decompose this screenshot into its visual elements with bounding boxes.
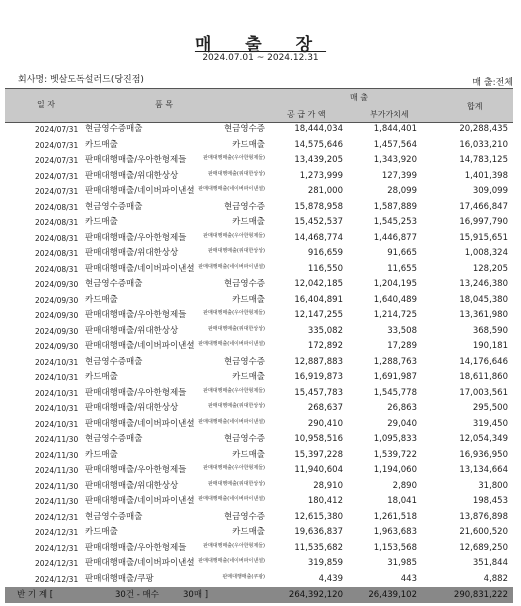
table-row [5, 494, 513, 510]
row-account: 판매대행매출(네이버파이낸셜) [198, 558, 265, 564]
row-date: 2024/12/31 [35, 543, 79, 553]
row-vat-amount: 1,343,920 [373, 155, 417, 165]
row-date: 2024/09/30 [35, 311, 79, 320]
row-item: 판매대행매출/우아한형제들 [85, 155, 187, 165]
table-row [5, 293, 513, 309]
row-vat-amount: 1,545,253 [373, 217, 417, 227]
row-date: 2024/12/31 [35, 574, 79, 584]
row-item: 카드매출 [85, 294, 118, 305]
row-supply-amount: 13,439,205 [294, 155, 343, 165]
row-date: 2024/10/31 [35, 419, 79, 429]
row-supply-amount: 15,457,783 [294, 387, 343, 398]
row-item: 판매대행매출/위대한상상 [85, 480, 179, 491]
row-supply-amount: 916,659 [307, 248, 343, 258]
row-item: 판매대행매출/네이버파이낸셜 [85, 263, 195, 274]
row-item: 현금영수증매출 [85, 434, 143, 444]
table-row [5, 246, 513, 262]
row-supply-amount: 268,637 [307, 403, 343, 413]
row-account: 판매대행매출(위대한상상) [207, 248, 265, 254]
row-item: 판매대행매출/위대한상상 [85, 248, 179, 258]
row-supply-amount: 28,910 [313, 480, 343, 491]
header-item: 품 목 [155, 100, 173, 109]
header-vat: 부가가치세 [370, 110, 409, 119]
row-supply-amount: 12,147,255 [294, 310, 343, 320]
row-account: 판매대행매출(쿠팡) [222, 573, 265, 580]
row-vat-amount: 11,655 [387, 263, 417, 274]
row-date: 2024/08/31 [35, 233, 79, 243]
header-supply: 공 급 가 액 [287, 110, 326, 119]
row-item: 판매대행매출/우아한형제들 [85, 232, 187, 243]
row-vat-amount: 1,153,568 [373, 542, 417, 553]
row-total-amount: 1,008,324 [464, 248, 508, 258]
row-date: 2024/11/30 [35, 497, 79, 506]
row-supply-amount: 14,468,774 [294, 232, 343, 243]
row-total-amount: 190,181 [472, 341, 508, 351]
footer-pages: 30매 ] [183, 590, 209, 600]
header-total: 합계 [467, 102, 483, 111]
row-account: 판매대행매출(우아한형제들) [203, 542, 265, 549]
row-date: 2024/11/30 [35, 450, 79, 460]
row-vat-amount: 1,545,778 [373, 387, 417, 398]
row-account: 판매대행매출(네이버파이낸셜) [198, 418, 265, 425]
table-row [5, 541, 513, 557]
row-item: 판매대행매출/우아한형제들 [85, 387, 187, 398]
row-total-amount: 16,033,210 [459, 139, 508, 150]
row-item: 카드매출 [85, 527, 118, 537]
row-supply-amount: 4,439 [318, 573, 343, 584]
row-total-amount: 4,882 [483, 573, 508, 584]
row-date: 2024/07/31 [35, 171, 79, 181]
row-total-amount: 17,466,847 [459, 201, 508, 212]
row-item: 카드매출 [85, 139, 118, 150]
row-date: 2024/09/30 [35, 326, 79, 336]
row-supply-amount: 18,444,034 [294, 124, 343, 134]
row-supply-amount: 290,410 [307, 418, 343, 429]
row-supply-amount: 281,000 [307, 186, 343, 196]
row-total-amount: 13,876,898 [459, 511, 508, 522]
table-row [5, 370, 513, 386]
row-account: 카드매출 [232, 139, 265, 150]
table-row [5, 277, 513, 293]
row-total-amount: 15,915,651 [459, 232, 508, 243]
row-account: 판매대행매출(네이버파이낸셜) [198, 263, 265, 270]
table-row [5, 138, 513, 154]
row-vat-amount: 1,539,722 [373, 449, 417, 460]
row-date: 2024/10/31 [35, 388, 79, 398]
row-vat-amount: 18,041 [387, 496, 417, 506]
row-date: 2024/08/31 [35, 218, 79, 227]
row-account: 현금영수증 [223, 511, 265, 522]
row-vat-amount: 1,587,889 [373, 201, 417, 212]
table-footer [5, 587, 513, 603]
row-total-amount: 16,997,790 [459, 217, 508, 227]
row-supply-amount: 15,452,537 [294, 217, 343, 227]
row-supply-amount: 116,550 [307, 263, 343, 274]
sales-scope: 매 출:전체 [472, 78, 513, 88]
row-date: 2024/11/30 [35, 466, 79, 475]
row-item: 판매대행매출/위대한상상 [85, 170, 179, 181]
row-item: 현금영수증매출 [85, 201, 143, 212]
row-supply-amount: 19,636,837 [294, 527, 343, 537]
sales-table-body [5, 122, 513, 587]
row-account: 카드매출 [232, 372, 265, 382]
row-vat-amount: 1,194,060 [373, 465, 417, 475]
row-total-amount: 309,099 [472, 186, 508, 196]
row-item: 판매대행매출/우아한형제들 [85, 465, 187, 475]
row-supply-amount: 1,273,999 [299, 170, 343, 181]
row-item: 판매대행매출/우아한형제들 [85, 310, 187, 320]
header-date: 일 자 [37, 100, 55, 109]
row-vat-amount: 1,095,833 [373, 434, 417, 444]
table-row [5, 386, 513, 402]
table-row [5, 153, 513, 169]
table-row [5, 324, 513, 340]
footer-label: 반 기 계 [ [17, 590, 54, 600]
row-total-amount: 12,054,349 [459, 434, 508, 444]
row-total-amount: 13,246,380 [459, 279, 508, 289]
row-date: 2024/11/30 [35, 435, 79, 444]
row-vat-amount: 1,963,683 [373, 527, 417, 537]
row-account: 판매대행매출(위대한상상) [207, 480, 265, 487]
row-vat-amount: 17,289 [387, 341, 417, 351]
row-supply-amount: 16,919,873 [294, 372, 343, 382]
row-account: 현금영수증 [223, 124, 265, 134]
row-account: 판매대행매출(위대한상상) [207, 170, 265, 177]
row-total-amount: 31,800 [478, 480, 508, 491]
row-supply-amount: 172,892 [307, 341, 343, 351]
row-total-amount: 13,361,980 [459, 310, 508, 320]
row-account: 현금영수증 [223, 356, 265, 367]
row-vat-amount: 91,665 [387, 248, 417, 258]
row-account: 판매대행매출(우아한형제들) [203, 310, 265, 316]
table-row [5, 556, 513, 572]
row-supply-amount: 15,397,228 [294, 449, 343, 460]
row-account: 판매대행매출(네이버파이낸셜) [198, 186, 265, 192]
table-row [5, 401, 513, 417]
row-date: 2024/07/31 [35, 156, 79, 165]
row-total-amount: 20,288,435 [459, 124, 508, 134]
row-date: 2024/08/31 [35, 264, 79, 274]
row-total-amount: 14,176,646 [459, 356, 508, 367]
row-item: 판매대행매출/네이버파이낸셜 [85, 418, 195, 429]
footer-vat-total: 26,439,102 [368, 590, 417, 600]
report-period: 2024.07.01 ~ 2024.12.31 [202, 53, 319, 63]
row-vat-amount: 29,040 [387, 418, 417, 429]
row-item: 현금영수증매출 [85, 124, 143, 134]
row-item: 판매대행매출/네이버파이낸셜 [85, 558, 195, 568]
row-date: 2024/10/31 [35, 404, 79, 413]
table-row [5, 169, 513, 185]
row-date: 2024/07/31 [35, 187, 79, 196]
row-date: 2024/09/30 [35, 295, 79, 305]
row-account: 카드매출 [232, 294, 265, 305]
table-row [5, 572, 513, 588]
row-account: 판매대행매출(우아한형제들) [203, 465, 265, 471]
row-vat-amount: 1,640,489 [373, 294, 417, 305]
row-item: 현금영수증매출 [85, 279, 143, 289]
row-date: 2024/10/31 [35, 357, 79, 367]
row-total-amount: 295,500 [472, 403, 508, 413]
row-total-amount: 18,611,860 [459, 372, 508, 382]
row-account: 판매대행매출(우아한형제들) [203, 232, 265, 239]
row-total-amount: 368,590 [472, 325, 508, 336]
row-account: 판매대행매출(네이버파이낸셜) [198, 496, 265, 502]
table-row [5, 355, 513, 371]
row-supply-amount: 335,082 [307, 325, 343, 336]
row-total-amount: 198,453 [472, 496, 508, 506]
row-supply-amount: 10,958,516 [294, 434, 343, 444]
row-account: 현금영수증 [223, 279, 265, 289]
row-total-amount: 18,045,380 [459, 294, 508, 305]
row-vat-amount: 1,261,518 [373, 511, 417, 522]
row-item: 판매대행매출/쿠팡 [85, 573, 154, 584]
row-vat-amount: 127,399 [381, 170, 417, 181]
row-supply-amount: 12,887,883 [294, 356, 343, 367]
footer-count: 30건 - 매수 [115, 590, 159, 600]
row-total-amount: 319,450 [472, 418, 508, 429]
row-item: 현금영수증매출 [85, 356, 143, 367]
row-total-amount: 12,689,250 [459, 542, 508, 553]
table-row [5, 215, 513, 231]
row-vat-amount: 1,457,564 [373, 139, 417, 150]
row-item: 현금영수증매출 [85, 511, 143, 522]
row-total-amount: 128,205 [472, 263, 508, 274]
row-date: 2024/07/31 [35, 125, 79, 134]
row-total-amount: 16,936,950 [459, 449, 508, 460]
row-item: 판매대행매출/위대한상상 [85, 403, 179, 413]
row-vat-amount: 1,288,763 [373, 356, 417, 367]
row-total-amount: 13,134,664 [459, 465, 508, 475]
row-vat-amount: 28,099 [387, 186, 417, 196]
table-row [5, 525, 513, 541]
row-account: 카드매출 [232, 217, 265, 227]
row-date: 2024/08/31 [35, 202, 79, 212]
table-row [5, 432, 513, 448]
table-row [5, 510, 513, 526]
row-item: 카드매출 [85, 372, 118, 382]
table-row [5, 184, 513, 200]
row-vat-amount: 26,863 [387, 403, 417, 413]
row-item: 카드매출 [85, 217, 118, 227]
row-vat-amount: 1,214,725 [373, 310, 417, 320]
row-supply-amount: 319,859 [307, 558, 343, 568]
row-account: 현금영수증 [223, 434, 265, 444]
table-row [5, 463, 513, 479]
row-account: 판매대행매출(위대한상상) [207, 403, 265, 409]
row-total-amount: 17,003,561 [459, 387, 508, 398]
row-vat-amount: 1,844,401 [373, 124, 417, 134]
row-vat-amount: 1,446,877 [373, 232, 417, 243]
table-row [5, 479, 513, 495]
table-row [5, 231, 513, 247]
row-supply-amount: 16,404,891 [294, 294, 343, 305]
table-row [5, 448, 513, 464]
row-supply-amount: 14,575,646 [294, 139, 343, 150]
row-supply-amount: 11,940,604 [294, 465, 343, 475]
row-date: 2024/12/31 [35, 559, 79, 568]
row-supply-amount: 15,878,958 [294, 201, 343, 212]
row-date: 2024/10/31 [35, 373, 79, 382]
row-date: 2024/07/31 [35, 140, 79, 150]
row-item: 판매대행매출/위대한상상 [85, 325, 179, 336]
table-row [5, 122, 513, 138]
company-name: 회사명: 벳살도독설러드(당진점) [18, 75, 144, 85]
row-supply-amount: 11,535,682 [294, 542, 343, 553]
row-total-amount: 21,600,520 [459, 527, 508, 537]
row-vat-amount: 31,985 [387, 558, 417, 568]
row-item: 판매대행매출/네이버파이낸셜 [85, 341, 195, 351]
footer-supply-total: 264,392,120 [288, 590, 343, 600]
row-date: 2024/08/31 [35, 249, 79, 258]
row-account: 카드매출 [232, 527, 265, 537]
row-date: 2024/11/30 [35, 481, 79, 491]
row-date: 2024/09/30 [35, 342, 79, 351]
table-header [5, 88, 513, 123]
row-account: 판매대행매출(네이버파이낸셜) [198, 341, 265, 347]
row-account: 판매대행매출(위대한상상) [207, 325, 265, 332]
row-item: 판매대행매출/우아한형제들 [85, 542, 187, 553]
footer-grand-total: 290,831,222 [453, 590, 508, 600]
row-supply-amount: 12,615,380 [294, 511, 343, 522]
table-row [5, 339, 513, 355]
row-vat-amount: 2,890 [392, 480, 417, 491]
header-sales: 매 출 [350, 93, 368, 102]
row-vat-amount: 33,508 [387, 325, 417, 336]
row-total-amount: 1,401,398 [464, 170, 508, 181]
row-account: 판매대행매출(우아한형제들) [203, 387, 265, 394]
row-item: 판매대행매출/네이버파이낸셜 [85, 496, 195, 506]
table-row [5, 417, 513, 433]
row-account: 카드매출 [232, 449, 265, 460]
table-row [5, 200, 513, 216]
row-vat-amount: 1,691,987 [373, 372, 417, 382]
row-total-amount: 14,783,125 [459, 155, 508, 165]
row-date: 2024/12/31 [35, 512, 79, 522]
row-account: 현금영수증 [223, 201, 265, 212]
row-vat-amount: 443 [400, 573, 417, 584]
row-date: 2024/12/31 [35, 528, 79, 537]
row-account: 판매대행매출(우아한형제들) [203, 155, 265, 161]
table-row [5, 308, 513, 324]
row-vat-amount: 1,204,195 [373, 279, 417, 289]
row-date: 2024/09/30 [35, 280, 79, 289]
document-title: 매 출 장 [194, 35, 327, 55]
row-item: 카드매출 [85, 449, 118, 460]
table-row [5, 262, 513, 278]
row-supply-amount: 180,412 [307, 496, 343, 506]
row-item: 판매대행매출/네이버파이낸셜 [85, 186, 195, 196]
row-total-amount: 351,844 [472, 558, 508, 568]
row-supply-amount: 12,042,185 [294, 279, 343, 289]
